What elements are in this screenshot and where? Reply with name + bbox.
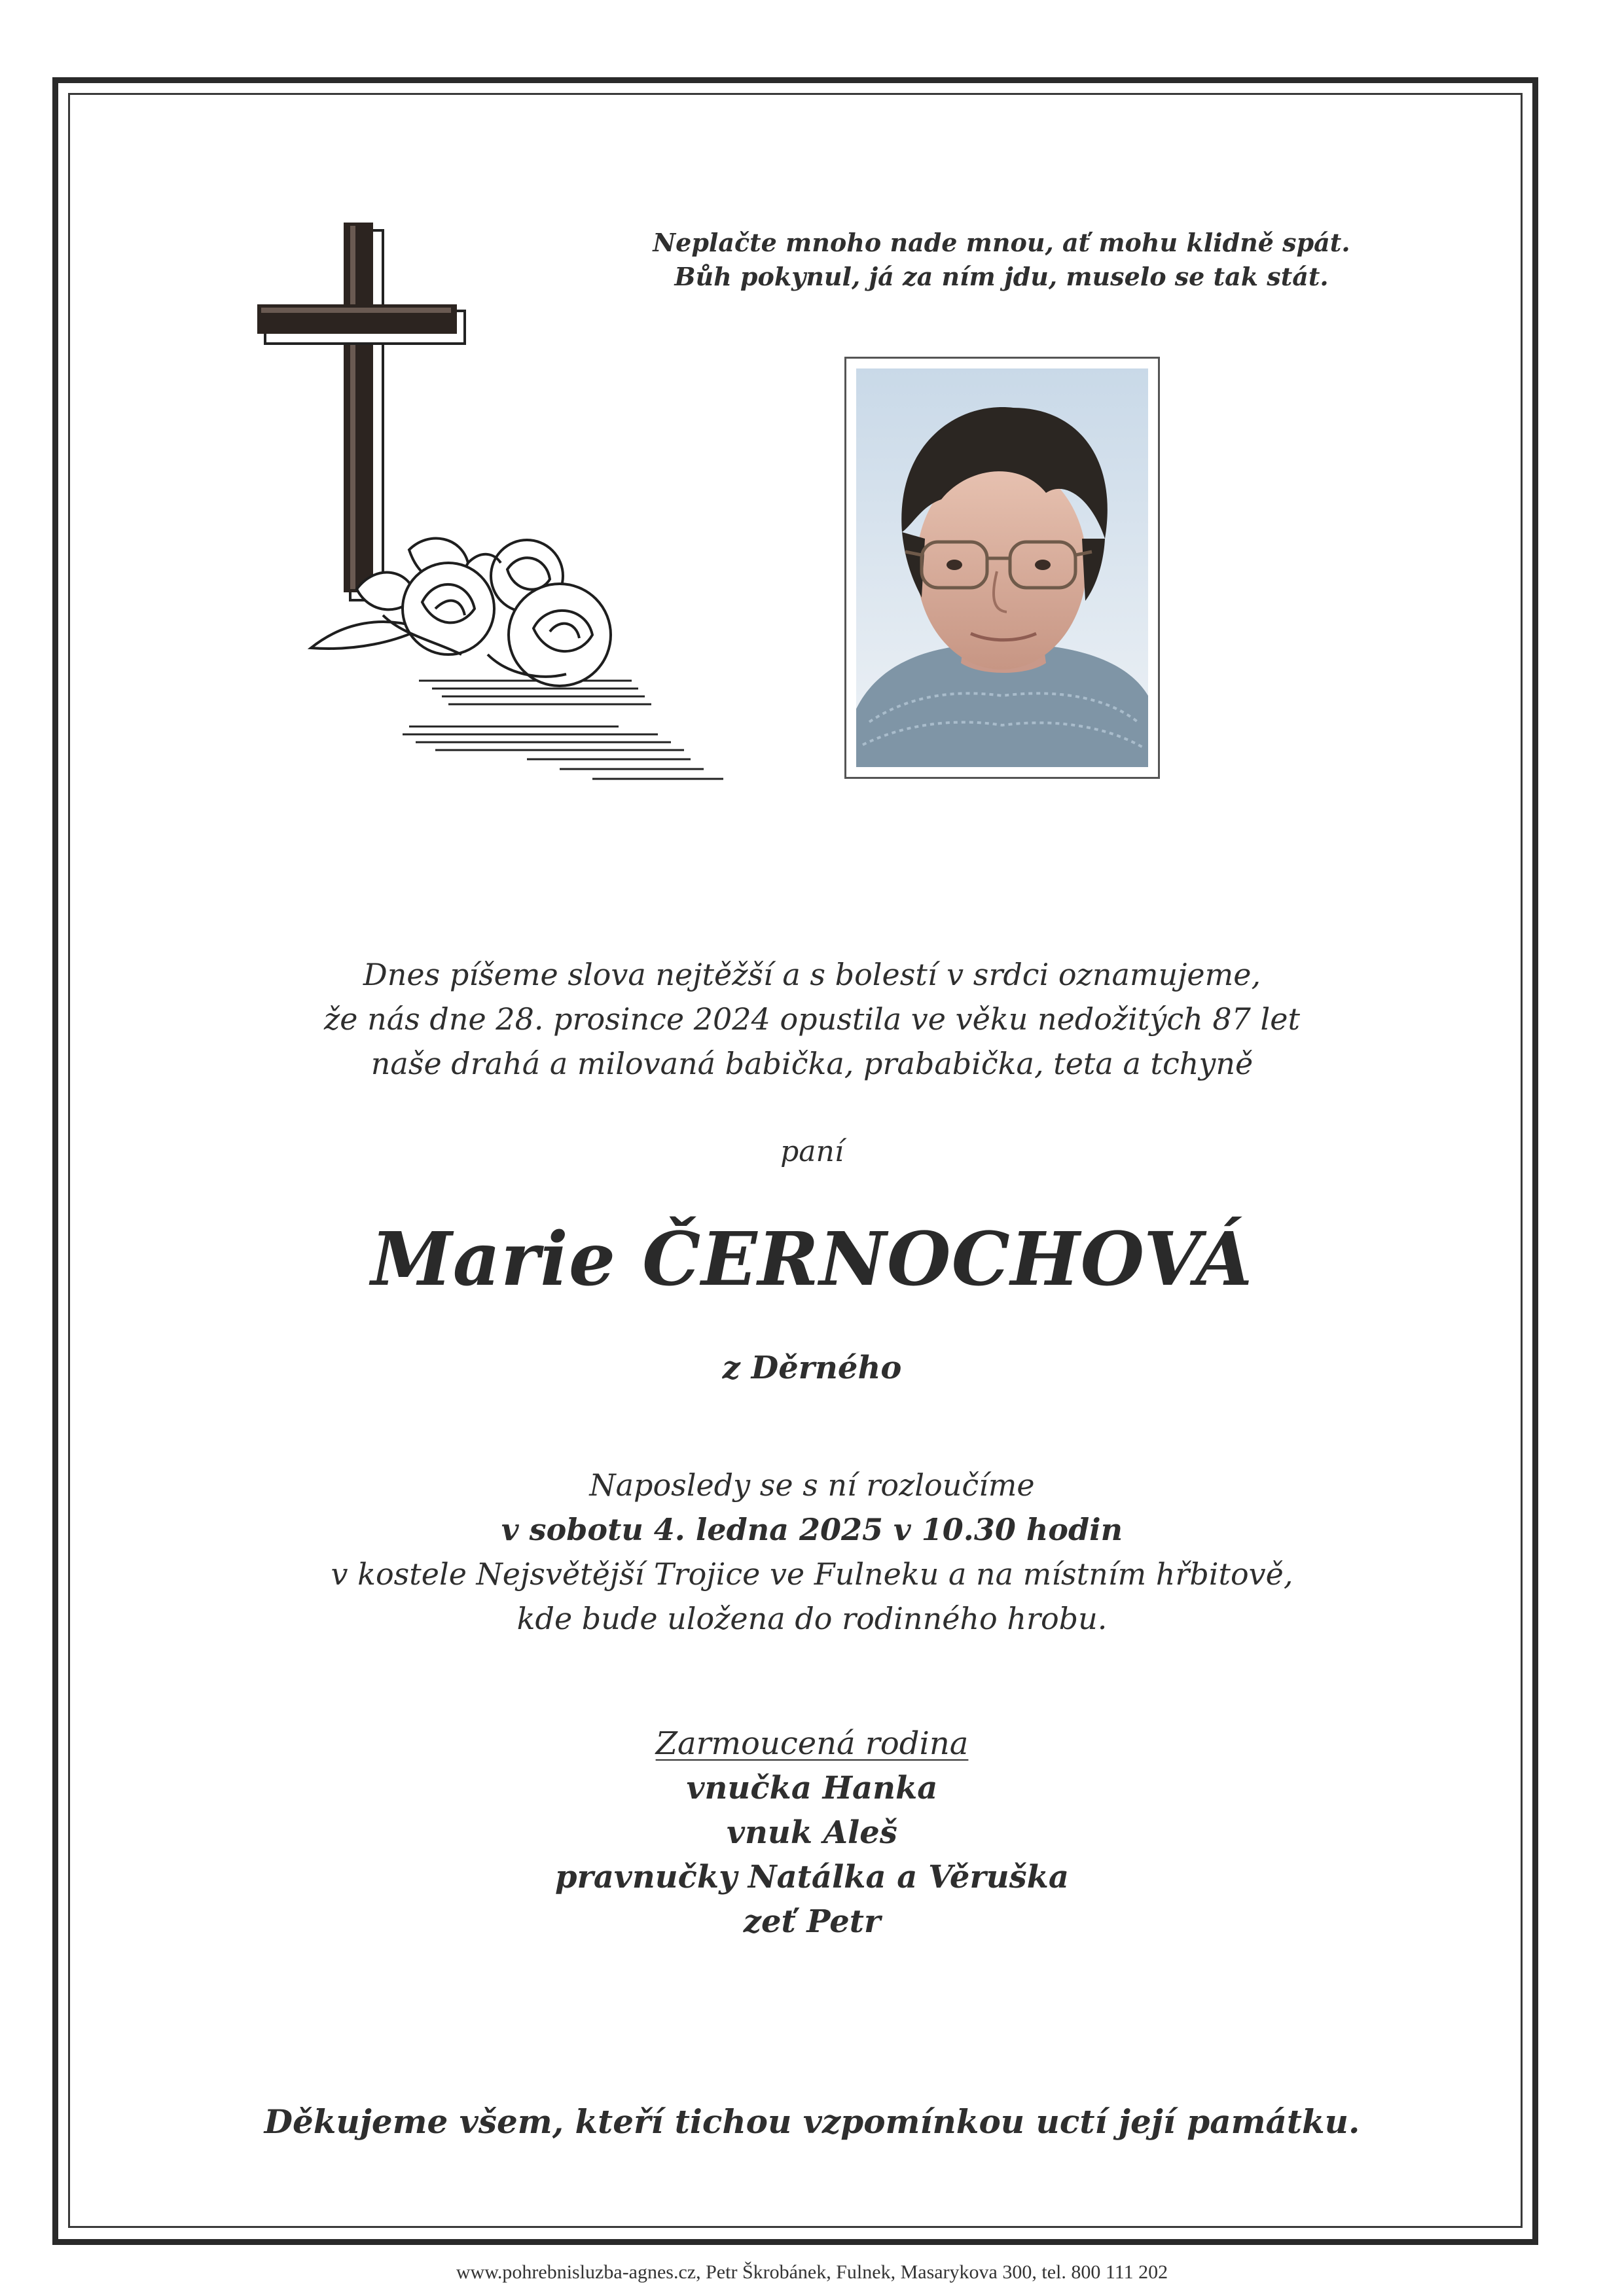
announcement-line-2: že nás dne 28. prosince 2024 opustila ve věku nedožitých 87 let [324, 1001, 1300, 1037]
thanks-text: Děkujeme všem, kteří tichou vzpomínkou uctí její památku. [264, 2102, 1360, 2141]
footer-contact: www.pohrebnisluzba-agnes.cz, Petr Škrobánek, Fulnek, Masarykova 300, tel. 800 111 202 [456, 2261, 1168, 2283]
deceased-name: Marie ČERNOCHOVÁ [370, 1217, 1254, 1302]
announcement-line-1: Dnes píšeme slova nejtěžší a s bolestí v srdci oznamujeme, [363, 957, 1261, 992]
family-member: vnuk Aleš [727, 1814, 897, 1851]
ground-lines-icon [403, 681, 723, 779]
farewell-line-3: v kostele Nejsvětější Trojice ve Fulneku a na místním hřbitově, [331, 1556, 1293, 1592]
portrait-photo [856, 368, 1148, 767]
farewell-line-4: kde bude uložena do rodinného hrobu. [516, 1601, 1108, 1636]
family-member: zeť Petr [743, 1903, 881, 1940]
family-member: pravnučky Natálka a Věruška [554, 1859, 1070, 1895]
honorific: paní [780, 1135, 844, 1168]
family-heading: Zarmoucená rodina [655, 1725, 969, 1762]
motto-line-1: Neplačte mnoho nade mnou, ať mohu klidně spát. [653, 228, 1350, 257]
portrait-image [856, 368, 1148, 767]
farewell-line-1: Naposledy se s ní rozloučíme [589, 1467, 1035, 1503]
cross-with-roses-icon [252, 223, 736, 812]
family-member: vnučka Hanka [686, 1770, 938, 1806]
deceased-origin: z Děrného [722, 1350, 902, 1386]
portrait-frame [844, 357, 1160, 779]
announcement-line-3: naše drahá a milovaná babička, prababička, teta a tchyně [370, 1046, 1254, 1081]
announcement-text [131, 952, 1493, 1086]
family-list [131, 1721, 1493, 1944]
farewell-text [131, 1463, 1493, 1641]
motto-line-2: Bůh pokynul, já za ním jdu, muselo se tak stát. [674, 262, 1329, 291]
farewell-date: v sobotu 4. ledna 2025 v 10.30 hodin [501, 1512, 1123, 1547]
